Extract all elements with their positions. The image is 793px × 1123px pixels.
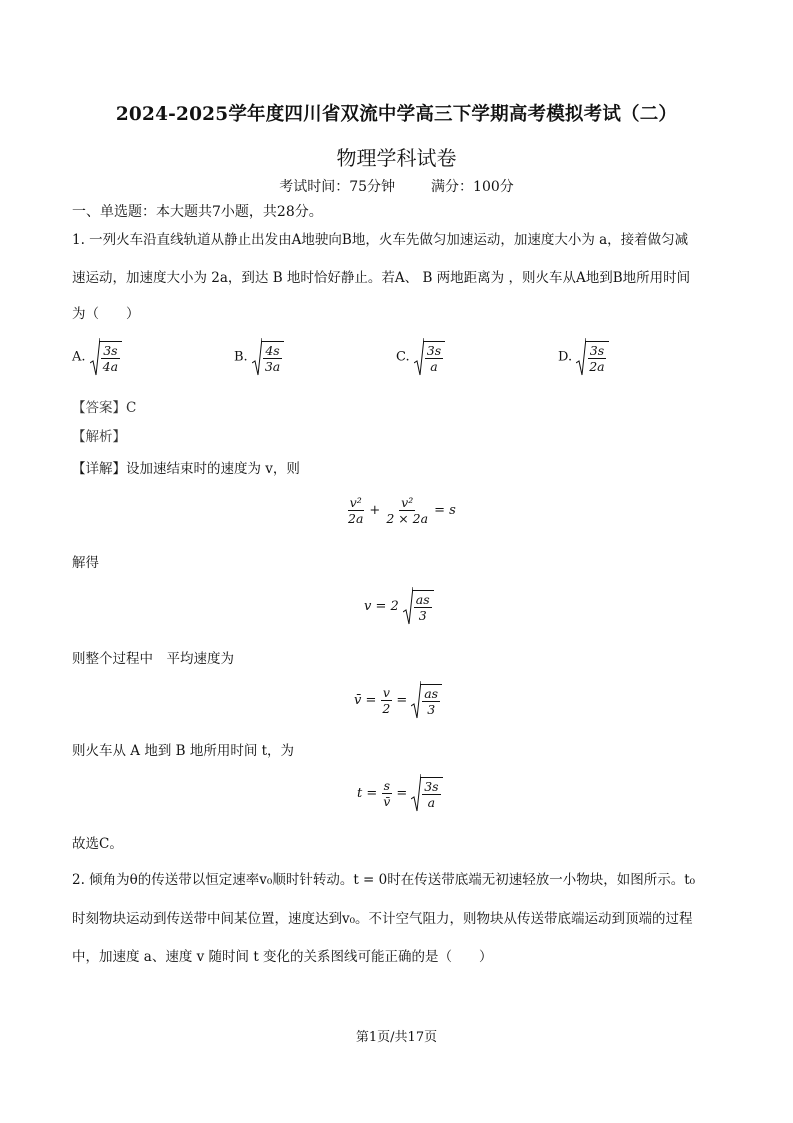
eq2-den: 3 bbox=[418, 607, 427, 623]
q2-line3: 中，加速度 a、速度 v 随时间 t 变化的关系图线可能正确的是（ ） bbox=[72, 949, 493, 965]
option-c-formula bbox=[414, 337, 445, 377]
option-a-den: 4a bbox=[102, 358, 119, 374]
option-b-label: B. bbox=[234, 349, 248, 365]
eq1-num2: v² bbox=[401, 495, 414, 510]
eq1-den2: 2 × 2a bbox=[386, 511, 429, 526]
q2-line1: 2. 倾角为θ的传送带以恒定速率v₀顺时针转动。t = 0时在传送带底端无初速轻放一小物块，如图所示。t₀ bbox=[72, 872, 696, 888]
option-d-label: D. bbox=[558, 349, 573, 365]
option-c[interactable] bbox=[396, 337, 445, 377]
eq3-lhs: v̄ = bbox=[354, 692, 377, 708]
eq3-equals: = bbox=[396, 692, 408, 708]
solve-line: 解得 bbox=[72, 555, 99, 571]
option-c-num: 3s bbox=[426, 342, 442, 358]
equation-2 bbox=[364, 586, 434, 626]
exam-title: 2024-2025学年度四川省双流中学高三下学期高考模拟考试（二） bbox=[115, 104, 678, 125]
page-footer: 第1页/共17页 bbox=[355, 1030, 438, 1045]
option-b[interactable] bbox=[234, 337, 284, 377]
exam-meta bbox=[0, 176, 793, 196]
eq4-lhs: t = bbox=[357, 785, 378, 801]
q1-line1: 1. 一列火车沿直线轨道从静止出发由A地驶向B地，火车先做匀加速运动，加速度大小为 a，接着做匀减 bbox=[72, 232, 689, 248]
eq4-root-den: a bbox=[427, 794, 436, 810]
equation-3 bbox=[354, 680, 442, 720]
eq3-num: v bbox=[382, 684, 390, 700]
eq2-num: as bbox=[415, 591, 430, 607]
exam-subtitle: 物理学科试卷 bbox=[336, 146, 457, 170]
eq4-equals: = bbox=[396, 785, 408, 801]
answer-line: 【答案】C bbox=[72, 400, 137, 416]
eq3-root-den: 3 bbox=[427, 701, 436, 717]
eq1-rhs: = s bbox=[434, 503, 456, 518]
exam-score: 满分：100分 bbox=[431, 179, 514, 195]
option-d[interactable] bbox=[558, 337, 609, 377]
q2-line2: 时刻物块运动到传送带中间某位置，速度达到v₀。不计空气阻力，则物块从传送带底端运动到顶端的过程 bbox=[72, 911, 693, 927]
option-a[interactable] bbox=[72, 337, 122, 377]
eq1-num1: v² bbox=[349, 495, 362, 510]
detail-line: 【详解】设加速结束时的速度为 v，则 bbox=[72, 461, 300, 477]
time-line: 则火车从 A 地到 B 地所用时间 t，为 bbox=[72, 743, 295, 759]
option-d-formula bbox=[576, 337, 608, 377]
option-b-num: 4s bbox=[265, 342, 280, 358]
q1-line2: 速运动，加速度大小为 2a，到达 B 地时恰好静止。若A、 B 两地距离为 ，则火车从A地到B地所用时间 bbox=[72, 270, 691, 286]
analysis-heading: 【解析】 bbox=[72, 429, 126, 445]
equation-1 bbox=[346, 495, 456, 526]
option-b-formula bbox=[252, 337, 284, 377]
eq4-den: v̄ bbox=[383, 793, 391, 809]
eq3-root-num: as bbox=[424, 685, 439, 701]
option-b-den: 3a bbox=[264, 358, 281, 374]
eq4-root-num: 3s bbox=[424, 778, 439, 794]
eq4-num: s bbox=[383, 777, 390, 793]
average-line: 则整个过程中 平均速度为 bbox=[72, 651, 234, 667]
equation-4 bbox=[357, 773, 443, 813]
option-a-label: A. bbox=[72, 349, 86, 365]
option-d-den: 2a bbox=[589, 358, 605, 374]
section-heading: 一、单选题：本大题共7小题，共28分。 bbox=[72, 204, 323, 220]
option-a-num: 3s bbox=[103, 342, 118, 358]
conclusion-line: 故选C。 bbox=[72, 836, 123, 852]
option-d-num: 3s bbox=[589, 342, 605, 358]
eq1-den1: 2a bbox=[348, 511, 364, 526]
exam-time: 考试时间：75分钟 bbox=[279, 179, 396, 195]
option-a-formula bbox=[90, 337, 122, 377]
eq2-lhs: v = 2 bbox=[364, 598, 399, 614]
option-c-label: C. bbox=[396, 349, 410, 365]
option-c-den: a bbox=[430, 358, 438, 374]
q1-line3: 为（ ） bbox=[72, 306, 140, 322]
eq3-den: 2 bbox=[382, 700, 391, 716]
eq1-plus: + bbox=[369, 503, 381, 518]
